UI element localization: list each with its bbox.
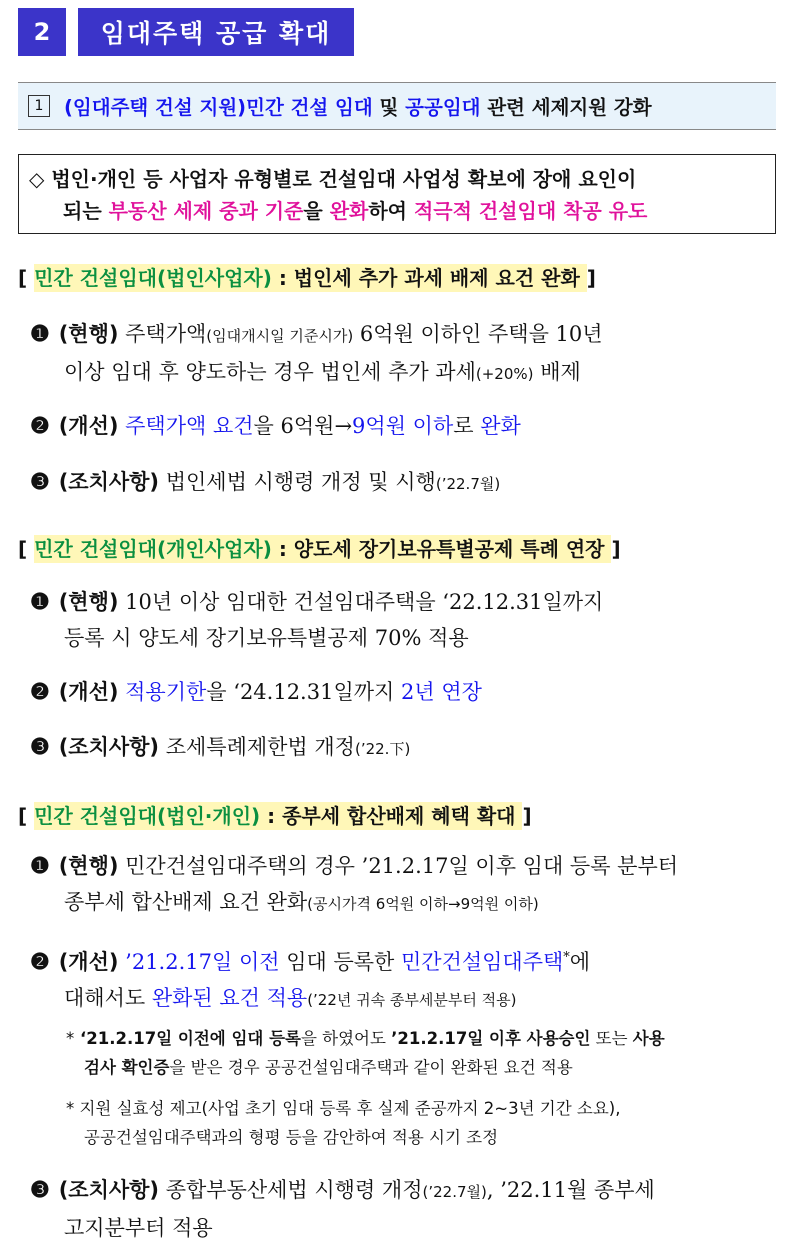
item-text: 주택가액 — [118, 322, 207, 346]
number-3-icon: ❸ — [30, 734, 50, 760]
item-text: 70% — [374, 626, 422, 650]
summary-box — [18, 154, 776, 234]
subheading-label: 민간 건설임대(법인·개인) — [34, 804, 261, 828]
summary-line-2 — [29, 195, 765, 227]
item-text: 고지분부터 적용 — [64, 1216, 213, 1240]
item-text: ’21.2.17일 이후 임대 등록 분부터 — [361, 854, 679, 878]
item-text: 법인세법 시행령 개정 및 시행 — [159, 470, 436, 494]
list-item — [30, 940, 782, 1018]
item-note: (’22.7월) — [422, 1183, 487, 1201]
item-text: 종부세 합산배제 요건 완화 — [64, 890, 308, 914]
item-text: 10년 이상 임대한 건설임대주택을 — [118, 590, 443, 614]
item-note: (공시가격 6억원 이하→9억원 이하) — [307, 895, 539, 913]
item-text: ‘22.12.31일까지 — [442, 590, 604, 614]
subsection-tail: 관련 세제지원 강화 — [480, 96, 652, 119]
item-note: (’22년 귀속 종부세분부터 적용) — [307, 991, 517, 1009]
summary-highlight-goal: 적극적 건설임대 착공 유도 — [413, 199, 648, 223]
item-text: , ’22.11월 종부세 — [486, 1178, 655, 1202]
item-tag: (조치사항) — [58, 735, 160, 759]
item-text: 2년 연장 — [394, 680, 482, 704]
bracket-open: [ — [18, 537, 35, 561]
list-item — [30, 729, 782, 767]
list-item — [30, 584, 782, 656]
item-text: ’21.2.17일 이전 — [125, 950, 280, 974]
subheading-text: : 법인세 추가 과세 배제 요건 완화 — [271, 266, 587, 290]
subheading-label: 민간 건설임대(법인사업자) — [34, 266, 272, 290]
asterisk-icon: * — [66, 1029, 75, 1048]
subheading-individual — [18, 533, 621, 562]
bracket-open: [ — [18, 266, 35, 290]
item-text: 을 6억원→ — [253, 414, 353, 438]
list-item — [30, 408, 782, 444]
item-text: 법인세 추가 과세 — [320, 360, 476, 384]
summary-text-2b: 을 — [303, 199, 330, 223]
summary-text-2a: 되는 — [63, 199, 109, 223]
summary-highlight-tax: 부동산 세제 중과 기준 — [108, 199, 304, 223]
bracket-open: [ — [18, 804, 35, 828]
list-item — [30, 464, 782, 502]
item-tag: (현행) — [58, 590, 119, 614]
item-text: 배제 — [533, 360, 581, 384]
number-1-icon: ❶ — [30, 853, 50, 879]
item-text: 민간건설임대주택의 경우 — [118, 854, 362, 878]
item-note: (임대개시일 기준시가) — [206, 327, 354, 345]
item-tag: (개선) — [58, 680, 119, 704]
subheading-both — [18, 800, 532, 829]
summary-text-2c: 하여 — [368, 199, 414, 223]
subsection-title-bar — [18, 82, 776, 130]
note-text: 사용 — [632, 1029, 665, 1048]
subsection-category: (임대주택 건설 지원) — [64, 96, 247, 119]
summary-highlight-ease: 완화 — [329, 199, 369, 223]
list-item — [30, 316, 782, 392]
subsection-part-public: 공공임대 — [405, 96, 481, 119]
item-text: 9억원 이하 — [352, 414, 454, 438]
item-text: 주택가액 요건 — [118, 414, 254, 438]
item-note: (’22.下) — [354, 740, 411, 758]
item-text: 에 — [569, 950, 591, 974]
subheading-text: : 종부세 합산배제 혜택 확대 — [260, 804, 523, 828]
section-number: 2 — [18, 8, 66, 56]
diamond-icon: ◇ — [29, 167, 45, 191]
bracket-close: ] — [611, 537, 621, 561]
item-tag: (현행) — [58, 322, 119, 346]
item-text: 대해서도 — [64, 986, 152, 1010]
subsection-conj: 및 — [372, 96, 406, 119]
item-text: 완화된 요건 적용 — [151, 986, 308, 1010]
note-text: ‘21.2.17일 이전에 임대 등록 — [74, 1029, 301, 1048]
asterisk-icon: * — [66, 1099, 75, 1118]
item-text: 임대 등록한 — [279, 950, 401, 974]
item-tag: (개선) — [58, 414, 119, 438]
item-text: 민간건설임대주택 — [401, 950, 564, 974]
subheading-corporate — [18, 262, 596, 291]
item-note: (’22.7월) — [435, 475, 501, 493]
item-tag: (조치사항) — [58, 1178, 160, 1202]
number-1-icon: ❶ — [30, 589, 50, 615]
number-3-icon: ❸ — [30, 469, 50, 495]
note-text: ’21.2.17일 이후 사용승인 — [391, 1029, 591, 1048]
item-text: 6억원 이하 — [353, 322, 462, 346]
bracket-close: ] — [586, 266, 596, 290]
subheading-label: 민간 건설임대(개인사업자) — [34, 537, 272, 561]
item-tag: (개선) — [58, 950, 119, 974]
list-item — [30, 1172, 782, 1246]
list-item — [30, 848, 782, 922]
item-tag: (조치사항) — [58, 470, 160, 494]
note-text: 을 받은 경우 공공건설임대주택과 같이 완화된 요건 적용 — [169, 1058, 573, 1077]
item-text: 인 주택을 10년 — [461, 322, 603, 346]
item-text: 종합부동산세법 시행령 개정 — [159, 1178, 423, 1202]
item-text: ‘24.12.31일까지 — [233, 680, 395, 704]
number-2-icon: ❷ — [30, 949, 50, 975]
section-title: 임대주택 공급 확대 — [78, 8, 354, 56]
item-text: 적용 — [421, 626, 469, 650]
summary-line-1 — [29, 163, 765, 195]
subheading-text: : 양도세 장기보유특별공제 특례 연장 — [271, 537, 612, 561]
item-text: 완화 — [480, 414, 521, 438]
section-header — [18, 8, 354, 56]
subsection-number-box: 1 — [28, 95, 50, 117]
note-text: 지원 실효성 제고(사업 초기 임대 등록 후 실제 준공까지 2~3년 기간 소요), — [74, 1099, 621, 1118]
item-tag: (현행) — [58, 854, 119, 878]
note-text: 또는 — [590, 1029, 633, 1048]
item-text: 적용기한 — [118, 680, 207, 704]
item-note: (+20%) — [475, 365, 534, 383]
item-text: 조세특례제한법 개정 — [159, 735, 355, 759]
note-text: 을 하였어도 — [300, 1029, 392, 1048]
footnote-marker: * — [563, 950, 570, 965]
bracket-close: ] — [522, 804, 532, 828]
item-text: 로 — [453, 414, 481, 438]
number-2-icon: ❷ — [30, 413, 50, 439]
item-text: 등록 시 양도세 장기보유특별공제 — [64, 626, 375, 650]
note-text: 검사 확인증 — [84, 1058, 170, 1077]
note-text: 공공건설임대주택과의 형평 등을 감안하여 적용 시기 조정 — [84, 1128, 499, 1147]
summary-text-1: 법인·개인 등 사업자 유형별로 건설임대 사업성 확보에 장애 요인이 — [44, 167, 637, 191]
number-3-icon: ❸ — [30, 1177, 50, 1203]
number-2-icon: ❷ — [30, 679, 50, 705]
footnote — [66, 1024, 782, 1082]
list-item — [30, 674, 782, 710]
subsection-part-private: 민간 건설 임대 — [246, 96, 373, 119]
item-text: 이상 임대 후 양도하는 경우 — [64, 360, 321, 384]
number-1-icon: ❶ — [30, 321, 50, 347]
footnote — [66, 1094, 782, 1152]
item-text: 을 — [206, 680, 234, 704]
